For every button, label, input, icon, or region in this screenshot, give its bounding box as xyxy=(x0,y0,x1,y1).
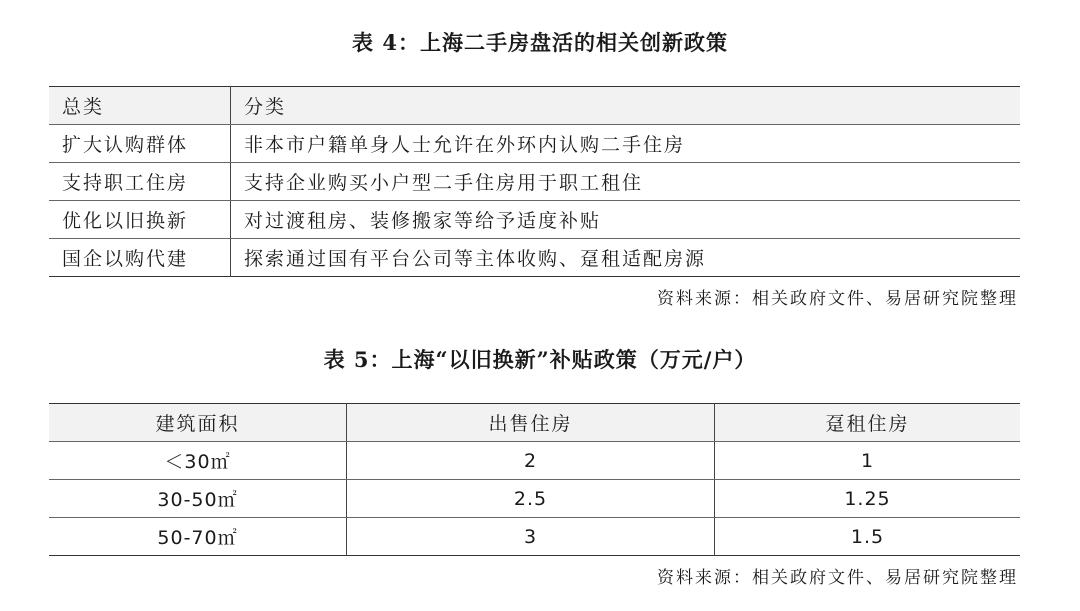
table-row xyxy=(49,125,1020,163)
table-cell: 优化以旧换新 xyxy=(49,201,231,239)
column-header-sold-housing: 出售住房 xyxy=(347,404,715,442)
table-cell: 非本市户籍单身人士允许在外环内认购二手住房 xyxy=(231,125,1021,163)
subsidy-table xyxy=(49,403,1020,556)
table-row xyxy=(49,239,1020,277)
policy-table xyxy=(49,86,1020,277)
table-cell: 2.5 xyxy=(347,480,715,518)
table5-title: 表 5：上海“以旧换新”补贴政策（万元/户） xyxy=(323,347,757,372)
column-header-category: 总类 xyxy=(49,87,231,125)
column-header-subcategory: 分类 xyxy=(231,87,1021,125)
table-cell: 对过渡租房、装修搬家等给予适度补贴 xyxy=(231,201,1021,239)
table-header-row xyxy=(49,404,1020,442)
table-cell: 50-70㎡ xyxy=(49,518,347,556)
table-row xyxy=(49,518,1020,556)
table4-title: 表 4：上海二手房盘活的相关创新政策 xyxy=(352,30,728,55)
table-cell: 3 xyxy=(347,518,715,556)
column-header-leased-housing: 趸租住房 xyxy=(715,404,1021,442)
table-cell: 1.5 xyxy=(850,525,885,548)
table-header-row xyxy=(49,87,1020,125)
table-row xyxy=(49,163,1020,201)
table-cell: 国企以购代建 xyxy=(49,239,231,277)
table4-source-note: 资料来源：相关政府文件、易居研究院整理 xyxy=(657,289,1018,309)
table-cell: 扩大认购群体 xyxy=(49,125,231,163)
table-cell: 探索通过国有平台公司等主体收购、趸租适配房源 xyxy=(244,248,707,270)
table-cell: 1.25 xyxy=(715,480,1021,518)
table-cell: 30-50㎡ xyxy=(49,480,347,518)
table5-source-note: 资料来源：相关政府文件、易居研究院整理 xyxy=(657,568,1018,588)
column-header-floor-area: 建筑面积 xyxy=(49,404,347,442)
table-row xyxy=(49,442,1020,480)
table-cell: 支持企业购买小户型二手住房用于职工租住 xyxy=(231,163,1021,201)
table-cell: 1 xyxy=(715,442,1021,480)
table-cell: 支持职工住房 xyxy=(49,163,231,201)
table-row xyxy=(49,480,1020,518)
table-row xyxy=(49,201,1020,239)
table-cell: ＜30㎡ xyxy=(49,442,347,480)
table-cell: 2 xyxy=(347,442,715,480)
